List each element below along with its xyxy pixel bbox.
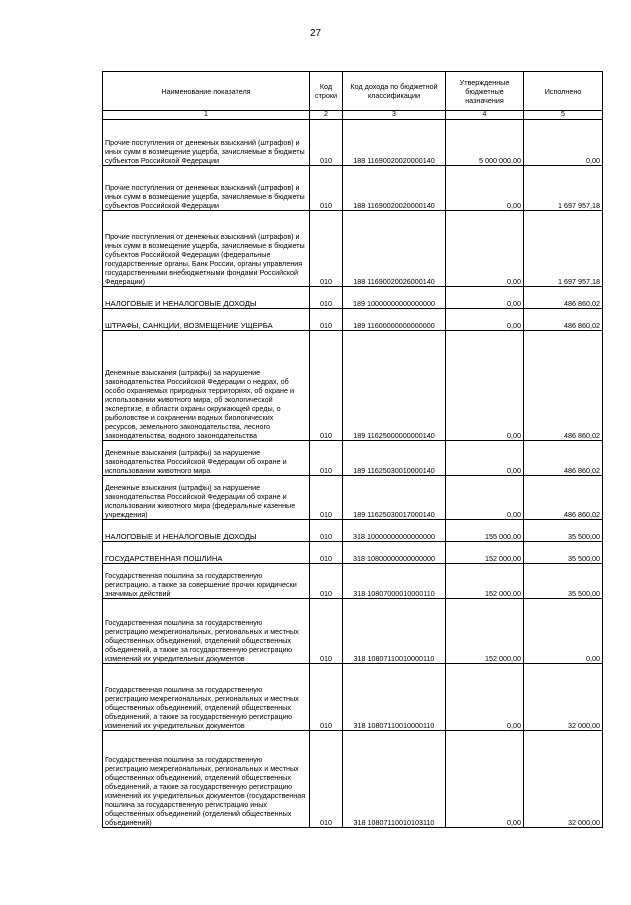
row-income-code: 318 10807110010000110	[343, 664, 446, 731]
row-executed: 1 697 957,18	[524, 166, 603, 211]
row-income-code: 189 11625030010000140	[343, 441, 446, 476]
row-approved: 0,00	[446, 166, 524, 211]
table-row	[103, 309, 603, 331]
row-name: ГОСУДАРСТВЕННАЯ ПОШЛИНА	[103, 542, 310, 564]
table-row	[103, 564, 603, 599]
row-executed: 0,00	[524, 599, 603, 664]
row-name: Денежные взыскания (штрафы) за нарушение законодательства Российской Федерации об охране и использовании животного мира	[103, 441, 310, 476]
header-indicator-name: Наименование показателя	[103, 72, 310, 111]
row-line-code: 010	[310, 599, 343, 664]
column-number: 5	[524, 111, 603, 120]
column-numbers-row	[103, 111, 603, 120]
row-income-code: 188 11690020026000140	[343, 211, 446, 287]
header-approved: Утвержденные бюджетные назначения	[446, 72, 524, 111]
row-income-code: 318 10807110010000110	[343, 599, 446, 664]
row-approved: 0,00	[446, 476, 524, 520]
table-row	[103, 120, 603, 166]
row-line-code: 010	[310, 120, 343, 166]
row-name: ШТРАФЫ, САНКЦИИ, ВОЗМЕЩЕНИЕ УЩЕРБА	[103, 309, 310, 331]
column-number: 2	[310, 111, 343, 120]
row-executed: 486 860,02	[524, 287, 603, 309]
column-number: 1	[103, 111, 310, 120]
row-line-code: 010	[310, 476, 343, 520]
row-line-code: 010	[310, 542, 343, 564]
row-executed: 35 500,00	[524, 542, 603, 564]
table-row	[103, 520, 603, 542]
row-line-code: 010	[310, 309, 343, 331]
row-line-code: 010	[310, 331, 343, 441]
row-approved: 0,00	[446, 211, 524, 287]
row-name: Прочие поступления от денежных взысканий (штрафов) и иных сумм в возмещение ущерба, зачисляемые в бюджеты субъектов Российской Федерации	[103, 166, 310, 211]
row-executed: 0,00	[524, 120, 603, 166]
table-row	[103, 287, 603, 309]
row-income-code: 189 11625000000000140	[343, 331, 446, 441]
column-number: 3	[343, 111, 446, 120]
row-line-code: 010	[310, 731, 343, 828]
row-executed: 32 000,00	[524, 664, 603, 731]
row-approved: 152 000,00	[446, 564, 524, 599]
row-executed: 35 500,00	[524, 564, 603, 599]
row-line-code: 010	[310, 211, 343, 287]
row-executed: 1 697 957,18	[524, 211, 603, 287]
row-line-code: 010	[310, 520, 343, 542]
row-name: Прочие поступления от денежных взысканий (штрафов) и иных сумм в возмещение ущерба, зачисляемые в бюджеты субъектов Российской Федерации (федеральные государственные органы, Банк России, органы управления государственными внебюджетными фондами Российской Федерации)	[103, 211, 310, 287]
row-name: НАЛОГОВЫЕ И НЕНАЛОГОВЫЕ ДОХОДЫ	[103, 520, 310, 542]
table-header-row	[103, 72, 603, 111]
row-executed: 32 000,00	[524, 731, 603, 828]
row-approved: 5 000 000,00	[446, 120, 524, 166]
row-income-code: 189 11600000000000000	[343, 309, 446, 331]
table-row	[103, 664, 603, 731]
table-row	[103, 731, 603, 828]
row-name: Государственная пошлина за государственную регистрацию межрегиональных, региональных и местных общественных объединений, отделений общественных объединений, а также за государственную регистрацию изменений их учредительных документов (государственная пошлина за государственную регистрацию иных общественных объединений (отделений общественных объединений)	[103, 731, 310, 828]
row-executed: 486 860,02	[524, 331, 603, 441]
row-name: Денежные взыскания (штрафы) за нарушение законодательства Российской Федерации о недрах, об особо охраняемых природных территориях, об охране и использовании животного мира, об экологической экспертизе, в области охраны окружающей среды, о рыболовстве и сохранении водных биологических ресурсов, земельного законодательства, лесного законодательства, водного законодательства	[103, 331, 310, 441]
row-income-code: 318 10000000000000000	[343, 520, 446, 542]
row-approved: 155 000,00	[446, 520, 524, 542]
row-line-code: 010	[310, 664, 343, 731]
row-approved: 0,00	[446, 309, 524, 331]
table-row	[103, 211, 603, 287]
row-income-code: 318 10807110010103110	[343, 731, 446, 828]
row-income-code: 189 10000000000000000	[343, 287, 446, 309]
row-line-code: 010	[310, 166, 343, 211]
header-line-code: Код строки	[310, 72, 343, 111]
row-approved: 0,00	[446, 287, 524, 309]
header-income-code: Код дохода по бюджетной классификации	[343, 72, 446, 111]
row-line-code: 010	[310, 287, 343, 309]
row-name: Государственная пошлина за государственную регистрацию межрегиональных, региональных и местных общественных объединений, отделений общественных объединений, а также за государственную регистрацию изменений их учредительных документов	[103, 664, 310, 731]
row-income-code: 188 11690020020000140	[343, 166, 446, 211]
row-name: Денежные взыскания (штрафы) за нарушение законодательства Российской Федерации об охране и использовании животного мира (федеральные казенные учреждения)	[103, 476, 310, 520]
column-number: 4	[446, 111, 524, 120]
budget-execution-table	[102, 71, 603, 828]
row-approved: 152 000,00	[446, 599, 524, 664]
table-row	[103, 166, 603, 211]
row-approved: 0,00	[446, 331, 524, 441]
table-row	[103, 476, 603, 520]
header-executed: Исполнено	[524, 72, 603, 111]
row-executed: 35 500,00	[524, 520, 603, 542]
row-name: Государственная пошлина за государственную регистрацию межрегиональных, региональных и местных общественных объединений, отделений общественных объединений, а также за государственную регистрацию изменений их учредительных документов	[103, 599, 310, 664]
row-income-code: 318 10800000000000000	[343, 542, 446, 564]
row-name: Прочие поступления от денежных взысканий (штрафов) и иных сумм в возмещение ущерба, зачисляемые в бюджеты субъектов Российской Федерации	[103, 120, 310, 166]
row-executed: 486 860,02	[524, 476, 603, 520]
row-executed: 486 860,02	[524, 441, 603, 476]
row-executed: 486 860,02	[524, 309, 603, 331]
row-name: НАЛОГОВЫЕ И НЕНАЛОГОВЫЕ ДОХОДЫ	[103, 287, 310, 309]
table-row	[103, 331, 603, 441]
row-approved: 0,00	[446, 441, 524, 476]
row-name: Государственная пошлина за государственную регистрацию, а также за совершение прочих юридически значимых действий	[103, 564, 310, 599]
row-income-code: 188 11690020020000140	[343, 120, 446, 166]
row-line-code: 010	[310, 564, 343, 599]
page-number: 27	[309, 28, 322, 39]
row-approved: 0,00	[446, 731, 524, 828]
row-approved: 0,00	[446, 664, 524, 731]
row-approved: 152 000,00	[446, 542, 524, 564]
row-income-code: 189 11625030017000140	[343, 476, 446, 520]
table-row	[103, 542, 603, 564]
table-row	[103, 441, 603, 476]
table-row	[103, 599, 603, 664]
row-income-code: 318 10807000010000110	[343, 564, 446, 599]
row-line-code: 010	[310, 441, 343, 476]
